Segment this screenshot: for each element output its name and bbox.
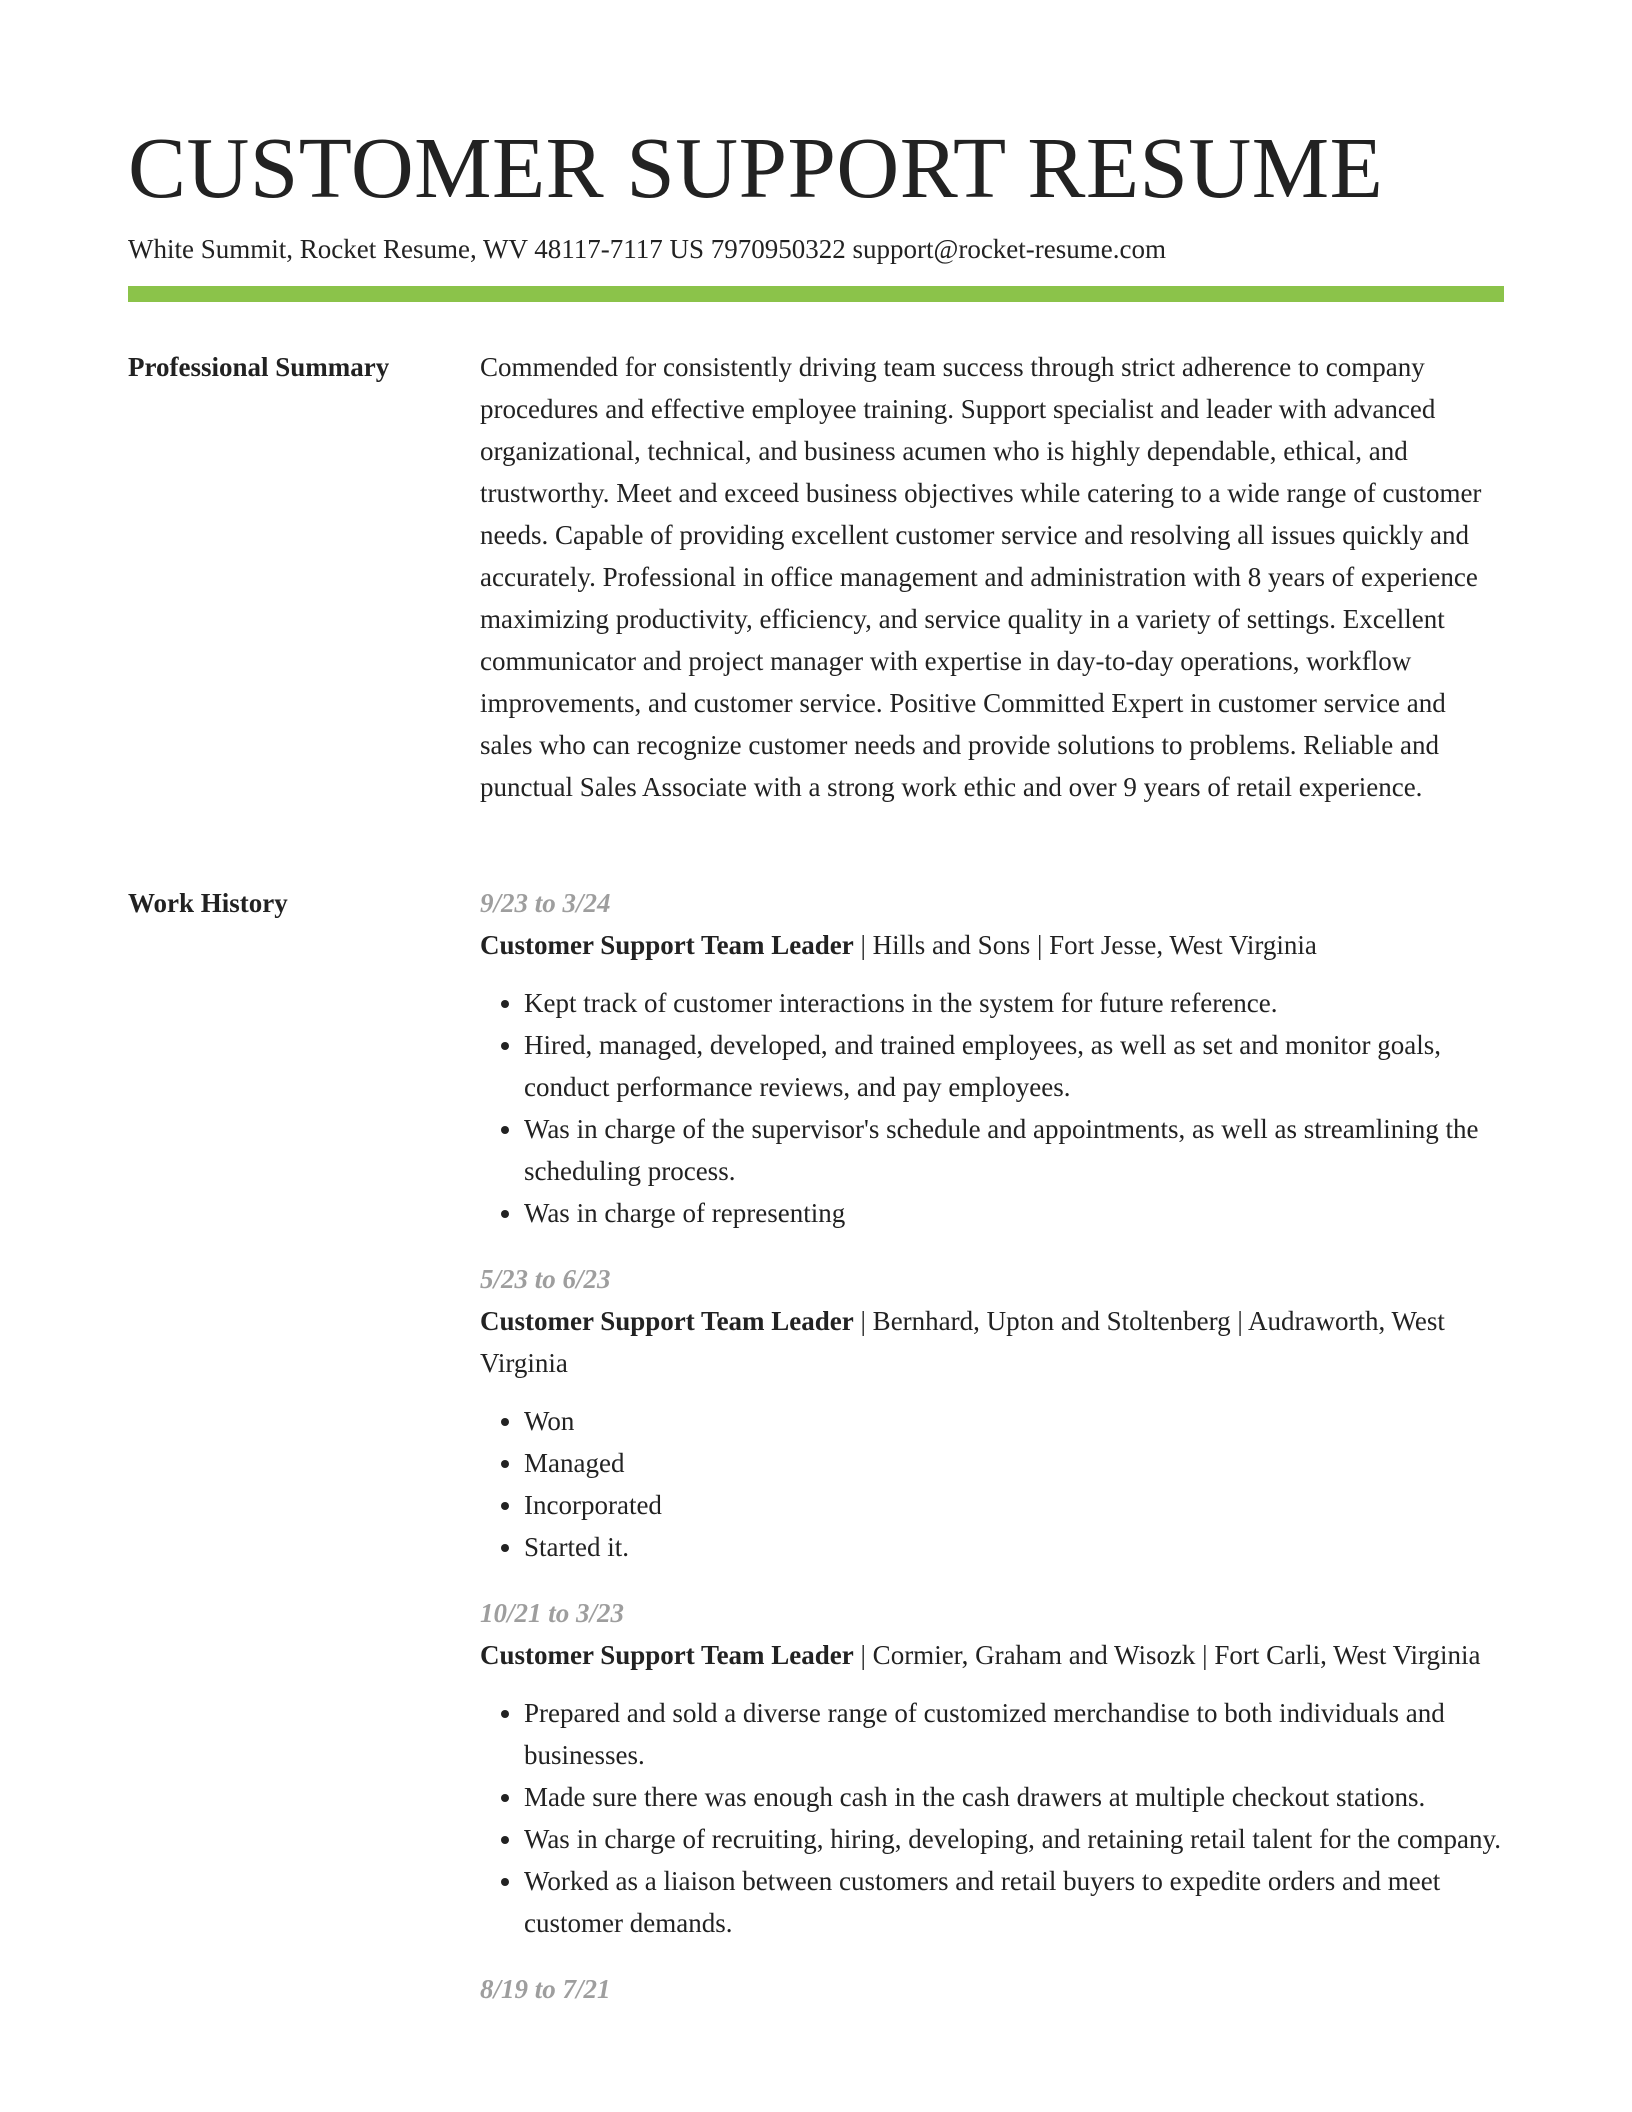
job-entry <box>480 882 1504 1234</box>
job-bullet: • Worked as a liaison between customers and retail buyers to expedite orders and meet customer demands. <box>524 1860 1504 1944</box>
job-bullet: • Started it. <box>524 1526 1504 1568</box>
job-bullet: • Was in charge of representing <box>524 1192 1504 1234</box>
job-title-line <box>480 1300 1504 1384</box>
job-bullets <box>480 1400 1504 1568</box>
job-dates: 5/23 to 6/23 <box>480 1264 611 1294</box>
summary-body <box>480 346 1504 808</box>
summary-text: Commended for consistently driving team success through strict adherence to company procedures and effective employee training. Support specialist and leader with advanced organizational, technical, and business acumen who is highly dependable, ethical, and trustworthy. Meet and exceed business objectives while catering to a wide range of customer needs. Capable of providing excellent customer service and resolving all issues quickly and accurately. Professional in office management and administration with 8 years of experience maximizing productivity, efficiency, and service quality in a variety of settings. Excellent communicator and project manager with expertise in day-to-day operations, workflow improvements, and customer service. Positive Committed Expert in customer service and sales who can recognize customer needs and provide solutions to problems. Reliable and punctual Sales Associate with a strong work ethic and over 9 years of retail experience. <box>480 352 1482 802</box>
job-bullet: • Was in charge of the supervisor's schedule and appointments, as well as streamlining the scheduling process. <box>524 1108 1504 1192</box>
job-bullet: • Hired, managed, developed, and trained employees, as well as set and monitor goals, conduct performance reviews, and pay employees. <box>524 1024 1504 1108</box>
job-bullets <box>480 982 1504 1234</box>
job-details: | Cormier, Graham and Wisozk | Fort Carli, West Virginia <box>853 1640 1481 1670</box>
job-entry <box>480 1968 1504 2010</box>
job-bullet: • Kept track of customer interactions in the system for future reference. <box>524 982 1504 1024</box>
summary-label: Professional Summary <box>128 352 390 382</box>
job-title-line <box>480 1634 1504 1676</box>
job-entry <box>480 1258 1504 1568</box>
resume-title: CUSTOMER SUPPORT RESUME <box>128 119 1384 216</box>
job-bullet: • Incorporated <box>524 1484 1504 1526</box>
job-bullet: • Won <box>524 1400 1504 1442</box>
job-dates: 8/19 to 7/21 <box>480 1974 611 2004</box>
work-history-label: Work History <box>128 888 288 918</box>
job-title: Customer Support Team Leader <box>480 1640 854 1670</box>
job-details: | Bernhard, Upton and Stoltenberg | Audraworth, West Virginia <box>480 1306 1445 1378</box>
job-details: | Hills and Sons | Fort Jesse, West Virginia <box>853 930 1317 960</box>
job-dates: 10/21 to 3/23 <box>480 1598 625 1628</box>
work-history-body <box>480 882 1504 2034</box>
job-bullets <box>480 1692 1504 1944</box>
job-bullet: • Managed <box>524 1442 1504 1484</box>
job-title: Customer Support Team Leader <box>480 1306 854 1336</box>
job-dates: 9/23 to 3/24 <box>480 888 611 918</box>
job-title: Customer Support Team Leader <box>480 930 854 960</box>
job-entry <box>480 1592 1504 1944</box>
job-bullet: • Prepared and sold a diverse range of customized merchandise to both individuals and businesses. <box>524 1692 1504 1776</box>
job-bullet: • Made sure there was enough cash in the cash drawers at multiple checkout stations. <box>524 1776 1504 1818</box>
job-bullet: • Was in charge of recruiting, hiring, developing, and retaining retail talent for the company. <box>524 1818 1504 1860</box>
job-title-line <box>480 924 1504 966</box>
accent-divider <box>128 286 1504 302</box>
contact-line: White Summit, Rocket Resume, WV 48117-7117 US 7970950322 support@rocket-resume.com <box>128 234 1166 264</box>
